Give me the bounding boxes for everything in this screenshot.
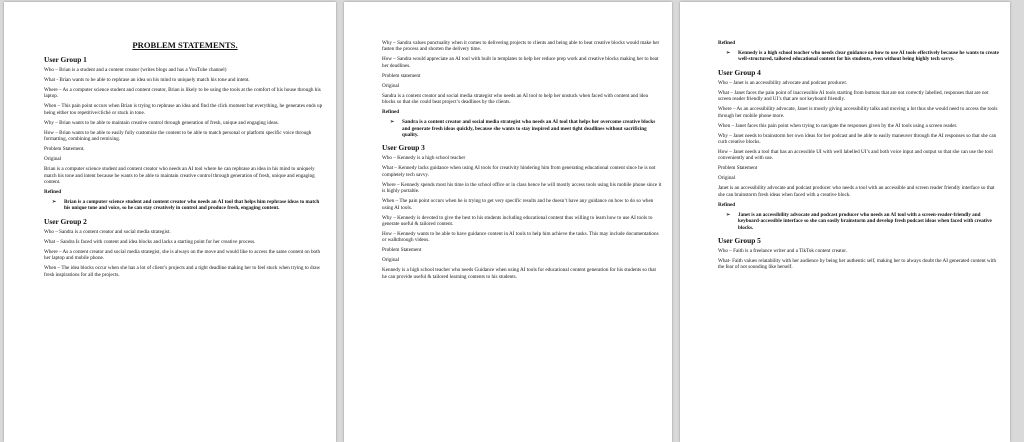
g5-what: What- Faith values relatability with her audience by being her authentic self, making her to always doubt the AI generated content with the fear of not sounding like herself. [718,258,997,271]
g4-problem-statement-label: Problem Statement [718,165,758,172]
user-group-3-heading: User Group 3 [382,143,425,153]
document-title: PROBLEM STATEMENTS. [132,40,238,50]
g2-why: Why – Sandra values punctuality when it comes to delivering projects to clients and being able to beat creative blocks would make her fasten the process and shorten the delivery time. [382,40,660,53]
g3-refined-statement: Kennedy is a high school teacher who needs clear guidance on how to use AI tools effectively because he wants to create well-structured, tailored educational content for his students, even without being highly tech savvy. [738,50,999,63]
g4-refined-statement: Janet is an accessibility advocate and podcast producer who needs an AI tool with a screen-reader-friendly and keyboard-accessible interface so she can easily brainstorm and develop fresh podcast ideas when faced with creative blocks. [738,211,992,231]
g3-how: How – Kennedy wants to be able to have guidance content in AI tools to help him achieve the tasks. This may include documentations or walkthrough videos. [382,231,659,244]
g3-who: Who – Kennedy is a high school teacher [382,155,466,162]
user-group-1-heading: User Group 1 [44,55,87,64]
g2-where: Where – As a content creator and social media strategist, she is always on the move and would like to access the same content on both her laptop and mobile phone. [44,248,321,262]
g1-why: Why – Brian wants to be able to maintain creative control through generation of fresh, unique and engaging ideas. [44,119,279,126]
g3-what: What – Kennedy lacks guidance when using AI tools for creativity hindering him from generating educational content since he is not completely tech savvy. [382,165,656,178]
g3-where: Where – Kennedy spends most his time in the school office or in class hence he will mostly access tools using his mobile phone since it is highly portable. [382,181,662,195]
user-group-4-heading: User Group 4 [718,67,761,77]
g3-refined-bullet [718,50,1000,63]
g2-refined-label: Refined [382,109,400,116]
g1-how: How – Brian wants to be able to easily fully customize the content to be able to match personal or platform specific voice through formatting, combining and remixing. [44,129,312,143]
g2-who: Who – Sandra is a content creator and social media strategist. [44,228,171,235]
arrow-bullet-icon: ➢ [726,50,731,56]
g2-refined-statement: Sandra is a content creator and social media strategist who needs an AI tool that helps her overcome creative blocks and generate fresh ideas quickly, because she wants to stay inspired and meet tight deadlines without sacrificing quality. [402,119,656,139]
g1-what: What - Brian wants to be able to rephrase an idea on his mind to uniquely match his tone and intent. [44,77,250,83]
g2-original-label: Original [382,82,400,89]
document-page-1 [4,2,336,442]
g4-original-statement: Janet is an accessibility advocate and podcast producer who needs a tool with an accessible and screen reader friendly interface so that she can brainstorm fresh ideas when faced with a creative block. [718,185,995,198]
g1-who: Who – Brian is a student and a content creator (writes blogs and has a YouTube channel) [44,67,227,73]
g3-original-label: Original [382,257,400,264]
g3-original-statement: Kennedy is a high school teacher who needs Guidance when using AI tools for educational content generation for his students so that he can provide useful & tailored learning contents to his students. [382,267,656,280]
g1-refined-label: Refined [44,189,62,196]
g2-problem-statement-label: Problem statement [382,72,421,79]
g4-original-label: Original [718,175,736,182]
g3-problem-statement-label: Problem Statement [382,247,422,254]
arrow-bullet-icon: ➢ [52,199,57,206]
g1-problem-statement-label: Problem Statement. [44,146,85,153]
document-page-2 [344,2,672,442]
g1-when: When – This pain point occurs when Brian is trying to rephrase an idea and find the click moment but everything, he generates ends up being either too repetitive/cliché or stuck in tone. [44,103,323,116]
g3-why: Why – Kennedy is devoted to give the best to his students including educational content thus willing to learn how to use AI tools to generate useful & tailored content. [382,214,653,228]
document-page-3 [680,2,1010,442]
g4-where: Where – As an accessibility advocate, Janet is mostly giving accessibility talks and moving a lot thus she would need to access the tools through her mobile phone more. [718,106,998,119]
g2-how: How – Sandra would appreciate an AI tool with built in templates to help her reduce prep work and creative blocks making her to beat her deadlines. [382,56,659,69]
g2-what: What – Sandra Is faced with content and idea blocks and lacks a starting point for her creative process. [44,238,256,245]
arrow-bullet-icon: ➢ [390,119,395,126]
g3-refined-label: Refined [718,40,736,46]
g2-when: When – The idea blocks occur when she has a lot of client’s projects and a tight deadline making her to feel stuck when trying to draw fresh inspirations for all the projects. [44,265,321,278]
user-group-5-heading: User Group 5 [718,236,761,246]
user-group-2-heading: User Group 2 [44,216,87,226]
g1-refined-bullet [44,199,326,212]
g4-why: Why – Janet needs to brainstorm her own ideas for her podcast and be able to easily maneuver through the AI responses so that she can curb creative blocks. [718,132,997,146]
g1-original-label: Original [44,156,62,163]
g1-refined-statement: Brian is a computer science student and content creator who needs an AI tool that helps him rephrase ideas to match his unique tone and voice, so he can stay creatively in control and produce fresh, engaging content. [64,199,320,212]
g1-original-statement: Brian is a computer science student and content creator who needs an AI tool where he can rephrase an idea in his mind to uniquely match his tone and intent because he wants to be able to maintain creative control through generation of fresh, unique and engaging content. [44,166,315,186]
g4-what: What – Janet faces the pain point of inaccessible AI tools starting from buttons that are not correctly labelled, responses that are not screen reader friendly and UI’s that are not keyboard friendly. [718,89,989,103]
g2-refined-bullet [382,119,662,138]
g4-who: Who – Janet is an accessibility advocate and podcast producer. [718,79,848,86]
g4-when: When – Janet faces this pain point when trying to navigate the responses given by the AI tools using a screen reader. [718,122,958,129]
g5-who: Who – Faith is a freelance writer and a TikTok content creator. [718,248,847,255]
g2-original-statement: Sandra is a content creator and social media strategist who needs an AI tool to help her unstuck when faced with content and idea blocks so that she could beat project’s deadlines by the clients. [382,92,648,106]
g4-how: How – Janet needs a tool that has an accessible UI with well labelled UI’s and both voice input and output so that she can use the tool conveniently and with use. [718,149,993,162]
g4-refined-label: Refined [718,201,736,208]
g4-refined-bullet [718,212,1000,231]
g3-when: When – The pain point occurs when he is trying to get very specific results and he doesn’t have any guidance on how to do so when using AI tools. [382,198,654,211]
g1-where: Where – As a computer science student and content creator, Brian is likely to be using the tools at the comfort of his house through his laptop. [44,87,321,100]
arrow-bullet-icon: ➢ [726,211,731,218]
